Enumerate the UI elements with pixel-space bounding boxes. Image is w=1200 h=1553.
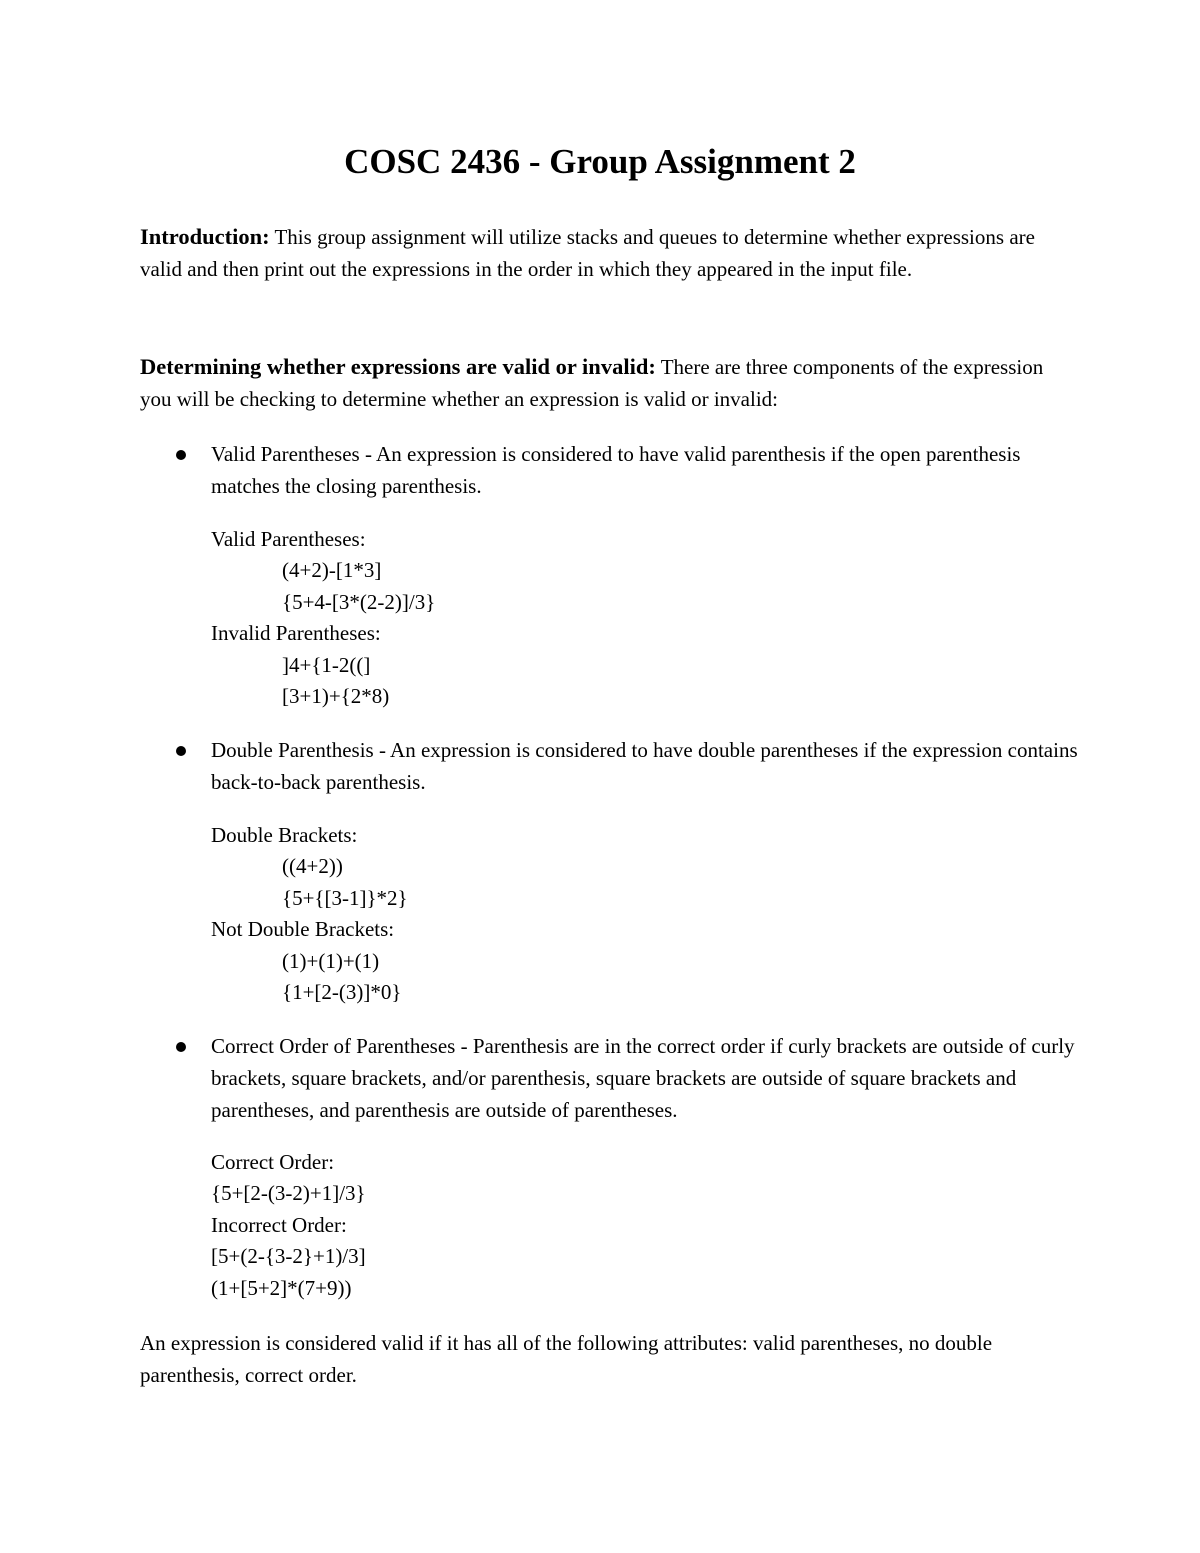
example-expression: ((4+2)) [282, 854, 343, 878]
example-label-correct: Correct Order: [211, 1150, 335, 1174]
example-label-incorrect: Incorrect Order: [211, 1213, 347, 1237]
example-label-not-double: Not Double Brackets: [211, 917, 395, 941]
conclusion-paragraph: An expression is considered valid if it has all of the following attributes: valid parentheses, no double parenthesis, correct order. [140, 1331, 993, 1387]
example-expression: (4+2)-[1*3] [282, 558, 382, 582]
example-expression: [3+1)+{2*8) [282, 684, 390, 708]
example-expression: (1+[5+2]*(7+9)) [211, 1276, 352, 1300]
page-title: COSC 2436 - Group Assignment 2 [344, 142, 856, 181]
bullet-icon [176, 450, 186, 460]
example-expression: {5+4-[3*(2-2)]/3} [282, 590, 436, 614]
bullet-correct-order: Correct Order of Parentheses - Parenthesis are in the correct order if curly brackets are outside of curly brackets, square brackets, and/or parenthesis, square brackets are outside of square brackets and parentheses, and parenthesis are outside of parentheses. [211, 1034, 1075, 1122]
introduction-text: This group assignment will utilize stacks and queues to determine whether expressions are valid and then print out the expressions in the order in which they appeared in the input file. [140, 225, 1035, 281]
example-expression: (1)+(1)+(1) [282, 949, 380, 973]
determining-text: There are three components of the expression you will be checking to determine whether an expression is valid or invalid: [140, 355, 1044, 411]
example-expression: {5+{[3-1]}*2} [282, 886, 408, 910]
example-label-valid: Valid Parentheses: [211, 527, 366, 551]
bullet-double-parenthesis: Double Parenthesis - An expression is considered to have double parentheses if the expression contains back-to-back parenthesis. [211, 738, 1078, 794]
bullet-icon [176, 746, 186, 756]
introduction-paragraph [140, 221, 1060, 285]
determining-paragraph [140, 351, 1060, 415]
example-label-double: Double Brackets: [211, 823, 358, 847]
bullet-valid-parentheses: Valid Parentheses - An expression is considered to have valid parenthesis if the open parenthesis matches the closing parenthesis. [211, 442, 1021, 498]
example-label-invalid: Invalid Parentheses: [211, 621, 381, 645]
example-expression: {1+[2-(3)]*0} [282, 980, 402, 1004]
determining-heading: Determining whether expressions are valid or invalid: [140, 354, 656, 379]
example-expression: {5+[2-(3-2)+1]/3} [211, 1181, 366, 1205]
example-expression: [5+(2-{3-2}+1)/3] [211, 1244, 366, 1268]
introduction-heading: Introduction: [140, 224, 270, 249]
example-expression: ]4+{1-2((] [282, 653, 371, 677]
bullet-icon [176, 1042, 186, 1052]
